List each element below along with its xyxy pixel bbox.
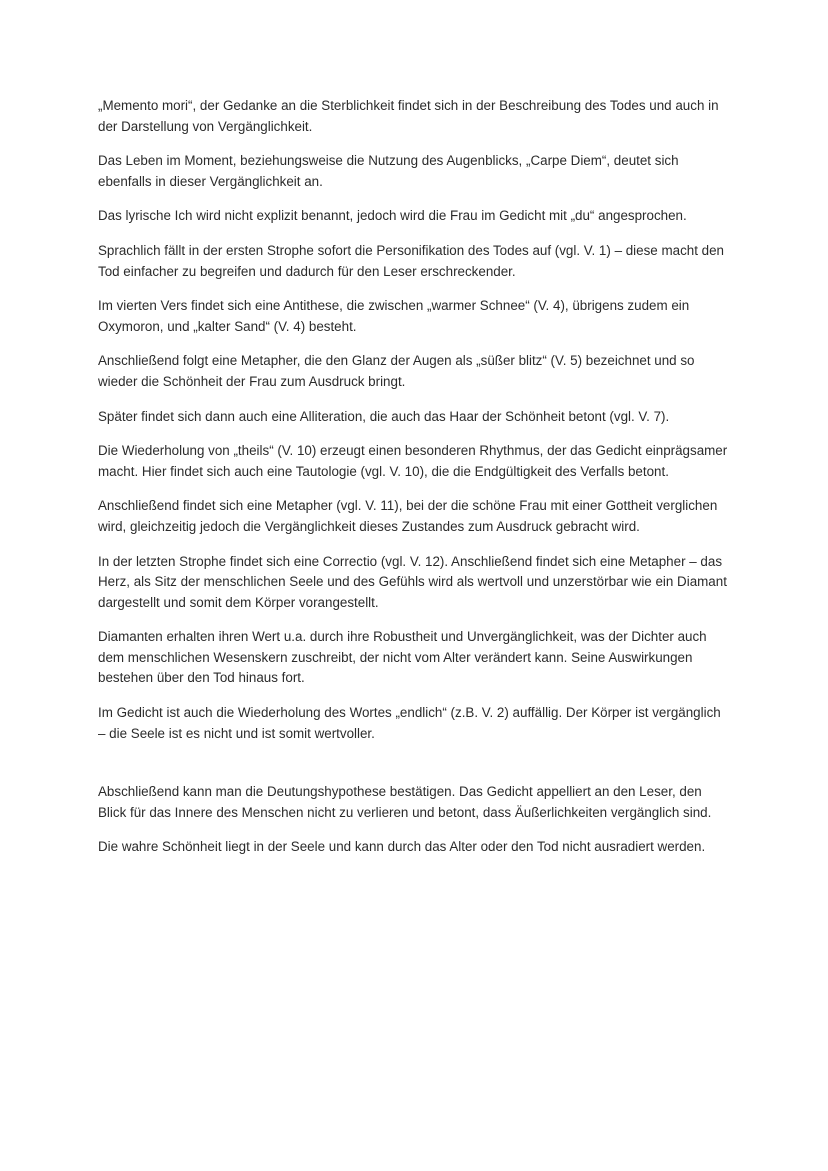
- paragraph-wiederholung-theils: Die Wiederholung von „theils“ (V. 10) erzeugt einen besonderen Rhythmus, der das Gedicht einprägsamer macht. Hier findet sich auch eine Tautologie (vgl. V. 10), die die Endgültigkeit des Verfalls betont.: [98, 443, 728, 479]
- paragraph-carpe-diem: Das Leben im Moment, beziehungsweise die Nutzung des Augenblicks, „Carpe Diem“, deutet sich ebenfalls in dieser Vergänglichkeit an.: [98, 153, 679, 189]
- paragraph-wiederholung-endlich: Im Gedicht ist auch die Wiederholung des Wortes „endlich“ (z.B. V. 2) auffällig. Der Körper ist vergänglich – die Seele ist es nicht und ist somit wertvoller.: [98, 705, 721, 741]
- paragraph-metapher-gottheit: Anschließend findet sich eine Metapher (vgl. V. 11), bei der die schöne Frau mit einer Gottheit verglichen wird, gleichzeitig jedoch die Vergänglichkeit dieses Zustandes zum Ausdruck gebracht wird.: [98, 498, 718, 534]
- paragraph-metapher-augen: Anschließend folgt eine Metapher, die den Glanz der Augen als „süßer blitz“ (V. 5) bezeichnet und so wieder die Schönheit der Frau zum Ausdruck bringt.: [98, 353, 695, 389]
- paragraph-diamanten: Diamanten erhalten ihren Wert u.a. durch ihre Robustheit und Unvergänglichkeit, was der Dichter auch dem menschlichen Wesenskern zuschreibt, der nicht vom Alter verändert kann. Seine Auswirkungen bestehen über den Tod hinaus fort.: [98, 629, 707, 686]
- paragraph-fazit: Abschließend kann man die Deutungshypothese bestätigen. Das Gedicht appelliert an den Leser, den Blick für das Innere des Menschen nicht zu verlieren und betont, dass Äußerlichkeiten vergänglich sind.: [98, 784, 712, 820]
- paragraph-antithese: Im vierten Vers findet sich eine Antithese, die zwischen „warmer Schnee“ (V. 4), übrigens zudem ein Oxymoron, und „kalter Sand“ (V. 4) besteht.: [98, 298, 690, 334]
- paragraph-personifikation: Sprachlich fällt in der ersten Strophe sofort die Personifikation des Todes auf (vgl. V. 1) – diese macht den Tod einfacher zu begreifen und dadurch für den Leser erschreckender.: [98, 242, 724, 279]
- paragraph-correctio: In der letzten Strophe findet sich eine Correctio (vgl. V. 12). Anschließend findet sich eine Metapher – das Herz, als Sitz der menschlichen Seele und des Gefühls wird als wertvoll und unzerstörbar wie ein Diamant dargestellt und somit dem Körper vorangestellt.: [98, 553, 727, 610]
- paragraph-schluss: Die wahre Schönheit liegt in der Seele und kann durch das Alter oder den Tod nicht ausradiert werden.: [98, 839, 706, 855]
- document-body: [98, 96, 730, 872]
- paragraph-alliteration: Später findet sich dann auch eine Alliteration, die auch das Haar der Schönheit betont (vgl. V. 7).: [98, 408, 670, 424]
- paragraph-memento-mori: „Memento mori“, der Gedanke an die Sterblichkeit findet sich in der Beschreibung des Todes und auch in der Darstellung von Vergänglichkeit.: [98, 98, 719, 134]
- paragraph-lyrisches-ich: Das lyrische Ich wird nicht explizit benannt, jedoch wird die Frau im Gedicht mit „du“ angesprochen.: [98, 208, 687, 224]
